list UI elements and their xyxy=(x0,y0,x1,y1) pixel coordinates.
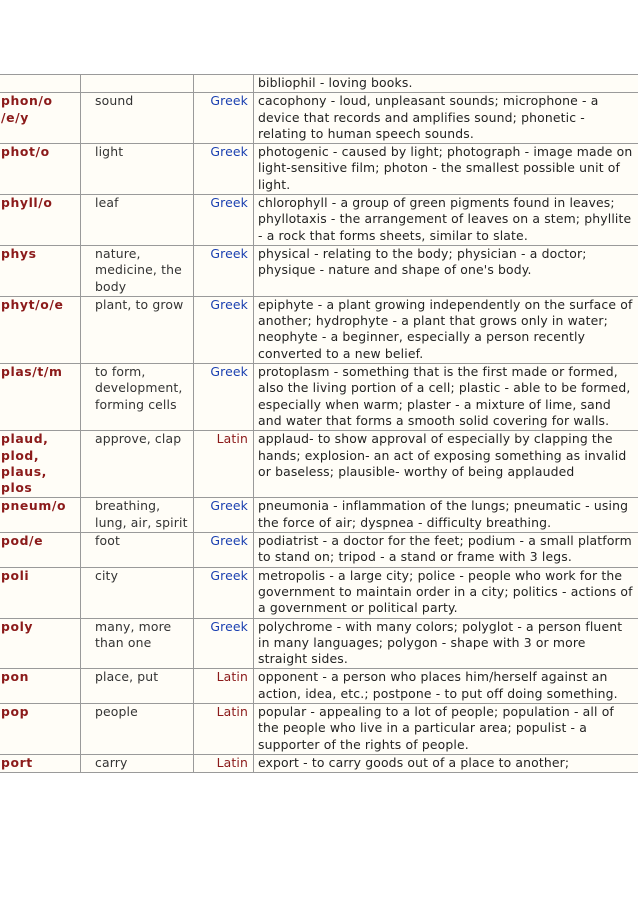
table-row xyxy=(0,93,638,144)
origin-cell: Greek xyxy=(194,618,254,669)
root-cell: pop xyxy=(0,703,81,754)
examples-cell: protoplasm - something that is the first made or formed, also the living portion of a cell; plastic - able to be formed, especially when warm; plaster - a mixture of lime, sand and water that forms a smooth solid covering for walls. xyxy=(254,364,638,431)
root-cell: phon/o /e/y xyxy=(0,93,81,144)
origin-cell: Latin xyxy=(194,669,254,704)
table-row xyxy=(0,754,638,772)
origin-cell: Latin xyxy=(194,431,254,498)
table-row xyxy=(0,533,638,568)
origin-cell: Greek xyxy=(194,245,254,296)
root-cell: pneum/o xyxy=(0,498,81,533)
examples-cell: chlorophyll - a group of green pigments found in leaves; phyllotaxis - the arrangement of leaves on a stem; phyllite - a rock that forms sheets, similar to slate. xyxy=(254,195,638,246)
meaning-cell: light xyxy=(81,144,194,195)
origin-cell: Greek xyxy=(194,93,254,144)
origin-cell: Greek xyxy=(194,498,254,533)
origin-cell: Greek xyxy=(194,195,254,246)
table-row xyxy=(0,296,638,363)
origin-cell: Greek xyxy=(194,533,254,568)
root-cell: phyll/o xyxy=(0,195,81,246)
examples-cell: pneumonia - inflammation of the lungs; pneumatic - using the force of air; dyspnea - difficulty breathing. xyxy=(254,498,638,533)
meaning-cell: many, more than one xyxy=(81,618,194,669)
meaning-cell: breathing, lung, air, spirit xyxy=(81,498,194,533)
meaning-cell: sound xyxy=(81,93,194,144)
table-row xyxy=(0,364,638,431)
root-cell: pod/e xyxy=(0,533,81,568)
meaning-cell: carry xyxy=(81,754,194,772)
examples-cell: cacophony - loud, unpleasant sounds; microphone - a device that records and amplifies sound; phonetic - relating to human speech sounds. xyxy=(254,93,638,144)
table-row xyxy=(0,669,638,704)
root-cell: plas/t/m xyxy=(0,364,81,431)
table-body xyxy=(0,75,638,773)
table-row xyxy=(0,498,638,533)
table-row xyxy=(0,144,638,195)
origin-cell: Latin xyxy=(194,703,254,754)
meaning-cell: to form, development, forming cells xyxy=(81,364,194,431)
examples-cell: photogenic - caused by light; photograph - image made on light-sensitive film; photon - the smallest possible unit of light. xyxy=(254,144,638,195)
origin-cell: Greek xyxy=(194,144,254,195)
word-roots-table xyxy=(0,74,638,773)
root-cell: poli xyxy=(0,567,81,618)
root-cell: port xyxy=(0,754,81,772)
meaning-cell: foot xyxy=(81,533,194,568)
examples-cell: popular - appealing to a lot of people; population - all of the people who live in a particular area; populist - a supporter of the rights of people. xyxy=(254,703,638,754)
meaning-cell: leaf xyxy=(81,195,194,246)
root-cell: plaud, plod, plaus, plos xyxy=(0,431,81,498)
root-cell: poly xyxy=(0,618,81,669)
origin-cell: Greek xyxy=(194,567,254,618)
table-row xyxy=(0,703,638,754)
meaning-cell: people xyxy=(81,703,194,754)
examples-cell: opponent - a person who places him/herself against an action, idea, etc.; postpone - to put off doing something. xyxy=(254,669,638,704)
root-cell: phot/o xyxy=(0,144,81,195)
meaning-cell xyxy=(81,75,194,93)
meaning-cell: approve, clap xyxy=(81,431,194,498)
examples-cell: applaud- to show approval of especially by clapping the hands; explosion- an act of exposing something as invalid or baseless; plausible- worthy of being applauded xyxy=(254,431,638,498)
table-row xyxy=(0,567,638,618)
meaning-cell: city xyxy=(81,567,194,618)
examples-cell: metropolis - a large city; police - people who work for the government to maintain order in a city; politics - actions of a government or political party. xyxy=(254,567,638,618)
origin-cell xyxy=(194,75,254,93)
root-cell xyxy=(0,75,81,93)
table-row xyxy=(0,618,638,669)
meaning-cell: plant, to grow xyxy=(81,296,194,363)
root-cell: phys xyxy=(0,245,81,296)
examples-cell: epiphyte - a plant growing independently on the surface of another; hydrophyte - a plant that grows only in water; neophyte - a beginner, especially a person recently converted to a new belief. xyxy=(254,296,638,363)
table-row xyxy=(0,431,638,498)
examples-cell: bibliophil - loving books. xyxy=(254,75,638,93)
examples-cell: polychrome - with many colors; polyglot - a person fluent in many languages; polygon - shape with 3 or more straight sides. xyxy=(254,618,638,669)
examples-cell: export - to carry goods out of a place to another; xyxy=(254,754,638,772)
examples-cell: physical - relating to the body; physician - a doctor; physique - nature and shape of one's body. xyxy=(254,245,638,296)
origin-cell: Greek xyxy=(194,296,254,363)
origin-cell: Greek xyxy=(194,364,254,431)
examples-cell: podiatrist - a doctor for the feet; podium - a small platform to stand on; tripod - a stand or frame with 3 legs. xyxy=(254,533,638,568)
root-cell: pon xyxy=(0,669,81,704)
root-cell: phyt/o/e xyxy=(0,296,81,363)
table-row xyxy=(0,75,638,93)
meaning-cell: place, put xyxy=(81,669,194,704)
meaning-cell: nature, medicine, the body xyxy=(81,245,194,296)
origin-cell: Latin xyxy=(194,754,254,772)
table-row xyxy=(0,195,638,246)
table-row xyxy=(0,245,638,296)
